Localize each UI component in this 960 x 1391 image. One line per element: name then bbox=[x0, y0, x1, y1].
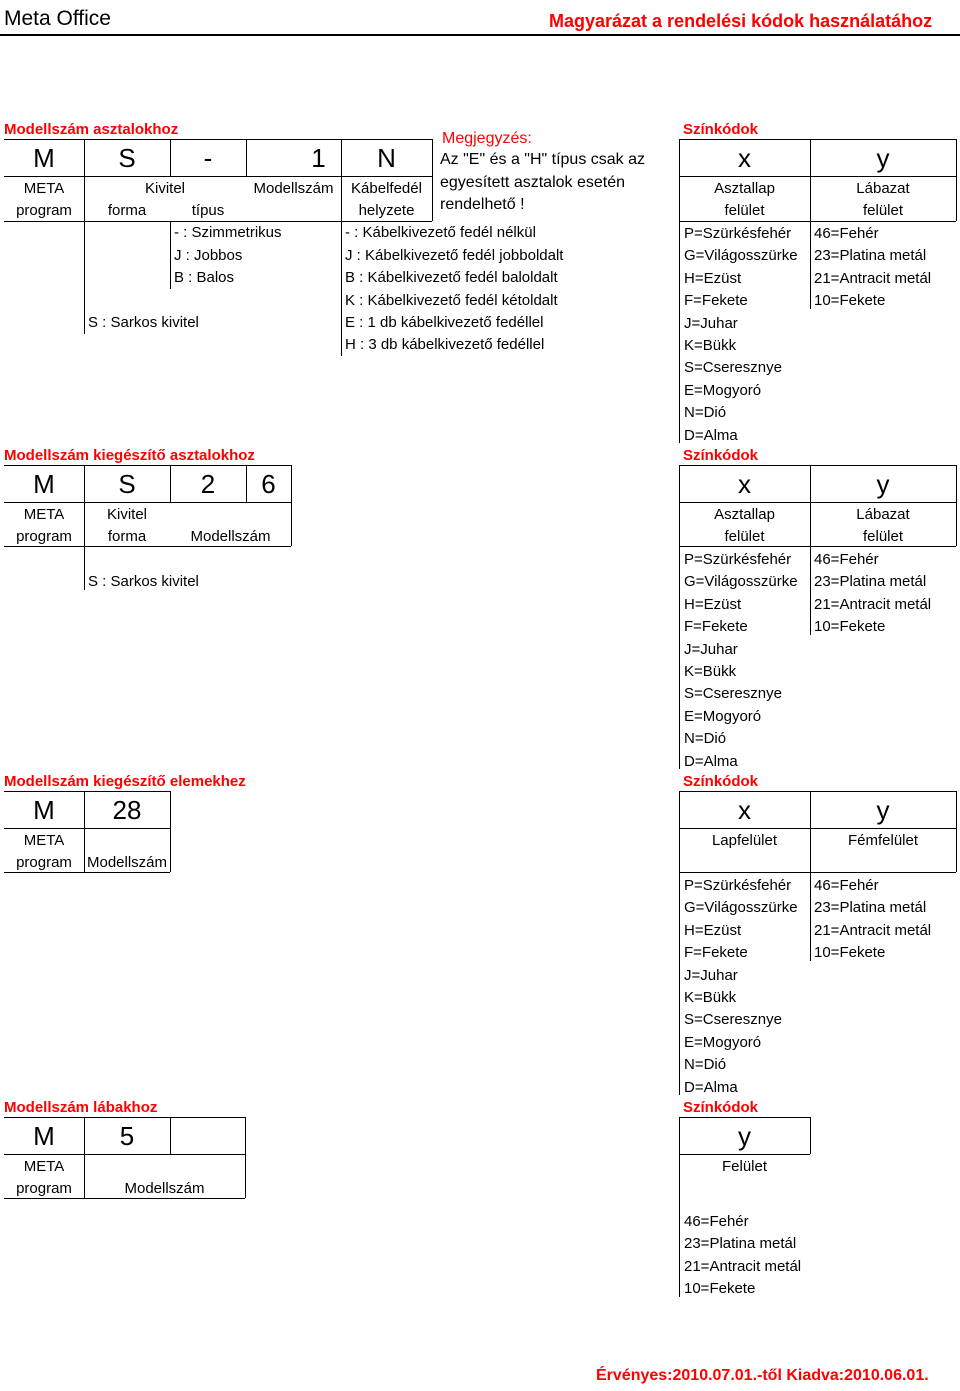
color-code-item: D=Alma bbox=[684, 752, 738, 770]
note-title: Megjegyzés: bbox=[442, 130, 532, 147]
code-y: y bbox=[876, 795, 890, 825]
label-program: program bbox=[16, 528, 72, 545]
code-y: y bbox=[876, 469, 890, 499]
color-code-item: 21=Antracit metál bbox=[814, 595, 932, 613]
label-forma: forma bbox=[107, 202, 147, 219]
label-kivitel: Kivitel bbox=[106, 506, 147, 523]
label-asztallap: Asztallap bbox=[714, 506, 775, 523]
option-cable-right: J : Kábelkivezető fedél jobboldalt bbox=[345, 247, 564, 264]
color-code-item: 21=Antracit metál bbox=[684, 1257, 802, 1275]
label-helyzete: helyzete bbox=[358, 202, 415, 219]
label-meta: META bbox=[23, 1158, 65, 1175]
color-title-4: Színkódok bbox=[683, 1099, 759, 1116]
color-code-item: 23=Platina metál bbox=[684, 1235, 797, 1253]
color-code-item: S=Cseresznye bbox=[684, 685, 782, 703]
footer-validity: Érvényes:2010.07.01.-től Kiadva:2010.06.01. bbox=[596, 1367, 929, 1384]
label-asztallap: Asztallap bbox=[714, 180, 775, 197]
color-code-item: P=Szürkésfehér bbox=[684, 225, 792, 242]
note-line-3: rendelhető ! bbox=[440, 196, 525, 213]
label-meta: META bbox=[23, 832, 65, 849]
label-meta: META bbox=[23, 180, 65, 197]
label-felulet: Felület bbox=[721, 1158, 768, 1175]
page-title: Magyarázat a rendelési kódok használatához bbox=[549, 11, 933, 31]
code-meta: M bbox=[33, 795, 55, 825]
code-form: S bbox=[118, 143, 136, 173]
code-y: y bbox=[876, 143, 890, 173]
option-szimmetrikus: - : Szimmetrikus bbox=[174, 224, 282, 241]
section-title-tables: Modellszám asztalokhoz bbox=[4, 121, 179, 138]
code-model: 28 bbox=[112, 795, 142, 825]
label-tipus: típus bbox=[191, 202, 225, 219]
label-kabelfedel: Kábelfedél bbox=[351, 180, 422, 197]
color-code-item: H=Ezüst bbox=[684, 921, 742, 939]
label-forma: forma bbox=[107, 528, 147, 545]
option-cable-h: H : 3 db kábelkivezető fedéllel bbox=[345, 336, 545, 353]
code-model-1: 2 bbox=[200, 469, 216, 499]
code-meta: M bbox=[33, 1121, 55, 1151]
option-balos: B : Balos bbox=[174, 269, 235, 286]
option-jobbos: J : Jobbos bbox=[174, 247, 243, 264]
label-modellszam: Modellszám bbox=[253, 180, 334, 197]
code-y: y bbox=[738, 1121, 751, 1151]
label-modellszam: Modellszám bbox=[190, 528, 271, 545]
color-code-item: 10=Fekete bbox=[814, 944, 886, 962]
color-title-1: Színkódok bbox=[683, 121, 759, 138]
color-code-item: 46=Fehér bbox=[814, 551, 879, 568]
label-x-felulet: felület bbox=[724, 528, 765, 545]
y-color-list bbox=[814, 875, 931, 965]
color-code-item: P=Szürkésfehér bbox=[684, 877, 792, 894]
label-femfelulet: Fémfelület bbox=[847, 832, 919, 849]
code-type: - bbox=[203, 143, 213, 173]
code-form: S bbox=[118, 469, 136, 499]
color-code-item: N=Dió bbox=[684, 730, 727, 748]
code-cable: N bbox=[377, 143, 396, 173]
option-sarkos: S : Sarkos kivitel bbox=[88, 573, 199, 590]
app-title: Meta Office bbox=[4, 7, 111, 30]
color-code-item: 21=Antracit metál bbox=[814, 921, 932, 939]
color-code-item: N=Dió bbox=[684, 404, 727, 422]
color-title-2: Színkódok bbox=[683, 447, 759, 464]
code-x: x bbox=[738, 469, 751, 499]
color-code-item: P=Szürkésfehér bbox=[684, 551, 792, 568]
color-code-item: K=Bükk bbox=[684, 663, 737, 681]
color-code-item: 10=Fekete bbox=[814, 618, 886, 636]
x-color-list bbox=[684, 223, 798, 447]
note-line-2: egyesített asztalok esetén bbox=[440, 174, 625, 191]
note-line-1: Az "E" és a "H" típus csak az bbox=[440, 151, 646, 168]
color-code-item: 10=Fekete bbox=[814, 292, 886, 310]
color-code-item: 23=Platina metál bbox=[814, 247, 927, 265]
color-code-item: 46=Fehér bbox=[814, 877, 879, 894]
color-code-item: S=Cseresznye bbox=[684, 359, 782, 377]
label-labazat: Lábazat bbox=[856, 180, 910, 197]
color-code-item: 23=Platina metál bbox=[814, 573, 927, 591]
label-x-felulet: felület bbox=[724, 202, 765, 219]
code-model-2: 6 bbox=[261, 469, 276, 499]
color-code-item: 23=Platina metál bbox=[814, 899, 927, 917]
option-cable-none: - : Kábelkivezető fedél nélkül bbox=[345, 224, 536, 241]
option-sarkos: S : Sarkos kivitel bbox=[88, 314, 199, 331]
label-kivitel: Kivitel bbox=[144, 180, 185, 197]
color-code-item: F=Fekete bbox=[684, 618, 748, 636]
color-code-item: N=Dió bbox=[684, 1056, 727, 1074]
color-code-item: 46=Fehér bbox=[684, 1213, 749, 1230]
option-cable-both: K : Kábelkivezető fedél kétoldalt bbox=[345, 292, 558, 309]
option-cable-left: B : Kábelkivezető fedél baloldalt bbox=[345, 269, 558, 286]
label-y-felulet: felület bbox=[862, 528, 904, 545]
header-rule bbox=[0, 34, 960, 36]
label-modellszam: Modellszám bbox=[86, 854, 168, 871]
label-modellszam: Modellszám bbox=[124, 1180, 205, 1197]
code-meta: M bbox=[33, 143, 55, 173]
section-title-legs: Modellszám lábakhoz bbox=[4, 1099, 158, 1116]
code-model: 5 bbox=[119, 1121, 135, 1151]
color-code-item: H=Ezüst bbox=[684, 595, 742, 613]
color-code-item: F=Fekete bbox=[684, 944, 748, 962]
y-color-list bbox=[684, 1211, 801, 1301]
color-code-item: H=Ezüst bbox=[684, 269, 742, 287]
color-code-item: E=Mogyoró bbox=[684, 381, 762, 399]
color-code-item: G=Világosszürke bbox=[684, 247, 798, 265]
x-color-list bbox=[684, 875, 798, 1099]
y-color-list bbox=[814, 223, 931, 313]
color-code-item: G=Világosszürke bbox=[684, 573, 798, 591]
color-code-item: D=Alma bbox=[684, 426, 738, 444]
section-title-elements: Modellszám kiegészítő elemekhez bbox=[4, 773, 246, 790]
label-labazat: Lábazat bbox=[856, 506, 910, 523]
color-code-item: 10=Fekete bbox=[684, 1280, 756, 1298]
x-color-list bbox=[684, 549, 798, 773]
color-title-3: Színkódok bbox=[683, 773, 759, 790]
color-code-item: K=Bükk bbox=[684, 337, 737, 355]
code-meta: M bbox=[33, 469, 55, 499]
label-y-felulet: felület bbox=[862, 202, 904, 219]
color-code-item: G=Világosszürke bbox=[684, 899, 798, 917]
color-code-item: S=Cseresznye bbox=[684, 1011, 782, 1029]
label-meta: META bbox=[23, 506, 65, 523]
section-title-ext-tables: Modellszám kiegészítő asztalokhoz bbox=[4, 447, 255, 464]
color-code-item: J=Juhar bbox=[684, 314, 738, 332]
color-code-item: 46=Fehér bbox=[814, 225, 879, 242]
label-lapfelulet: Lapfelület bbox=[711, 832, 778, 849]
code-model: 1 bbox=[311, 143, 326, 173]
color-code-item: K=Bükk bbox=[684, 989, 737, 1007]
code-x: x bbox=[738, 795, 751, 825]
code-x: x bbox=[738, 143, 751, 173]
color-code-item: J=Juhar bbox=[684, 640, 738, 658]
color-code-item: E=Mogyoró bbox=[684, 1033, 762, 1051]
color-code-item: D=Alma bbox=[684, 1078, 738, 1096]
label-program: program bbox=[16, 202, 72, 219]
color-code-item: F=Fekete bbox=[684, 292, 748, 310]
y-color-list bbox=[814, 549, 931, 639]
option-cable-e: E : 1 db kábelkivezető fedéllel bbox=[345, 314, 544, 331]
label-program: program bbox=[16, 1180, 72, 1197]
label-program: program bbox=[16, 854, 72, 871]
color-code-item: J=Juhar bbox=[684, 966, 738, 984]
color-code-item: E=Mogyoró bbox=[684, 707, 762, 725]
color-code-item: 21=Antracit metál bbox=[814, 269, 932, 287]
